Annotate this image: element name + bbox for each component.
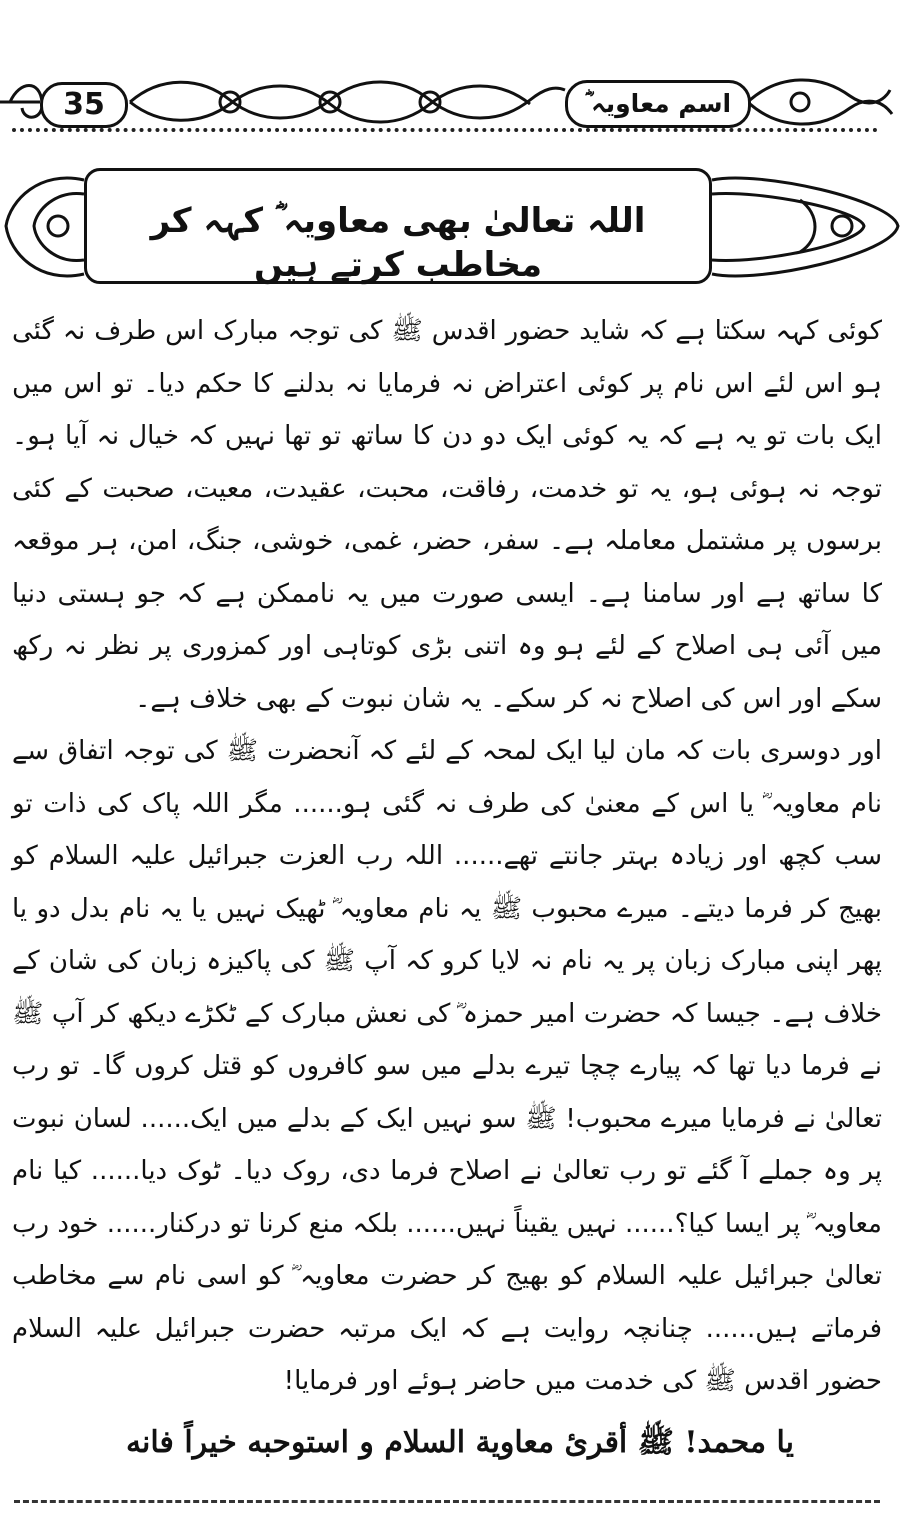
chapter-title-frame xyxy=(0,160,905,295)
paragraph-2: اور دوسری بات کہ مان لیا ایک لمحہ کے لئے کہ آنحضرت ﷺ کی توجہ اتفاق سے نام معاویہ ؓ یا اس کے معنیٰ کی طرف نہ گئی ہو...... مگر اللہ پاک کی ذات تو سب کچھ اور زیادہ بہتر جانتے تھے...... اللہ رب العزت جبرائیل علیہ السلام کو بھیج کر فرما دیتے۔ میرے محبوب ﷺ یہ نام معاویہ ؓ ٹھیک نہیں یا یہ نام بدل دو یا پھر اپنی مبارک زبان پر یہ نام نہ لایا کرو کہ آپ ﷺ کی پاکیزہ زبان کی شان کے خلاف ہے۔ جیسا کہ حضرت امیر حمزہ ؓ کی نعش مبارک کے ٹکڑے دیکھ کر آپ ﷺ نے فرما دیا تھا کہ پیارے چچا تیرے بدلے میں سو کافروں کو قتل کروں گا۔ تو رب تعالیٰ نے فرمایا میرے محبوب! ﷺ سو نہیں ایک کے بدلے میں ایک...... لسان نبوت پر وہ جملے آ گئے تو رب تعالیٰ نے اصلاح فرما دی، روک دیا۔ ٹوک دیا...... کیا نام معاویہ ؓ پر ایسا کیا؟...... نہیں یقیناً نہیں...... بلکہ منع کرنا تو درکنار...... خود رب تعالیٰ جبرائیل علیہ السلام کو بھیج کر حضرت معاویہ ؓ کو اسی نام سے مخاطب فرماتے ہیں...... چنانچہ روایت ہے کہ ایک مرتبہ حضرت جبرائیل علیہ السلام حضور اقدس ﷺ کی خدمت میں حاضر ہوئے اور فرمایا! xyxy=(12,736,882,1396)
footer-divider xyxy=(14,1500,880,1503)
arabic-quote: یا محمد! ﷺ أقرئ معاویة السلام و استوحبه خیراً فانه xyxy=(125,1425,795,1460)
header-divider xyxy=(12,128,878,132)
body-text xyxy=(12,305,882,1408)
running-title: اسم معاویہ ؓ xyxy=(565,80,751,128)
chapter-title: اللہ تعالیٰ بھی معاویہ ؓ کہہ کر مخاطب کرتے ہیں xyxy=(150,201,646,285)
page-number: 35 xyxy=(40,82,128,128)
paragraph-1: کوئی کہہ سکتا ہے کہ شاید حضور اقدس ﷺ کی توجہ مبارک اس طرف نہ گئی ہو اس لئے اس نام پر کوئی اعتراض نہ فرمایا نہ بدلنے کا حکم دیا۔ تو اس میں ایک بات تو یہ ہے کہ یہ کوئی ایک دو دن کا ساتھ تو تھا نہیں کہ خیال نہ آیا ہو۔ توجہ نہ ہوئی ہو، یہ تو خدمت، رفاقت، محبت، عقیدت، معیت، صحبت کے کئی برسوں پر مشتمل معاملہ ہے۔ سفر، حضر، غمی، خوشی، جنگ، امن، ہر موقعہ کا ساتھ ہے اور سامنا ہے۔ ایسی صورت میں یہ ناممکن ہے کہ جو ہستی دنیا میں آئی ہی اصلاح کے لئے ہو وہ اتنی بڑی کوتاہی اور کمزوری پر نظر نہ رکھ سکے اور اس کی اصلاح نہ کر سکے۔ یہ شان نبوت کے بھی خلاف ہے۔ xyxy=(12,316,882,714)
chapter-title-box xyxy=(84,168,712,284)
